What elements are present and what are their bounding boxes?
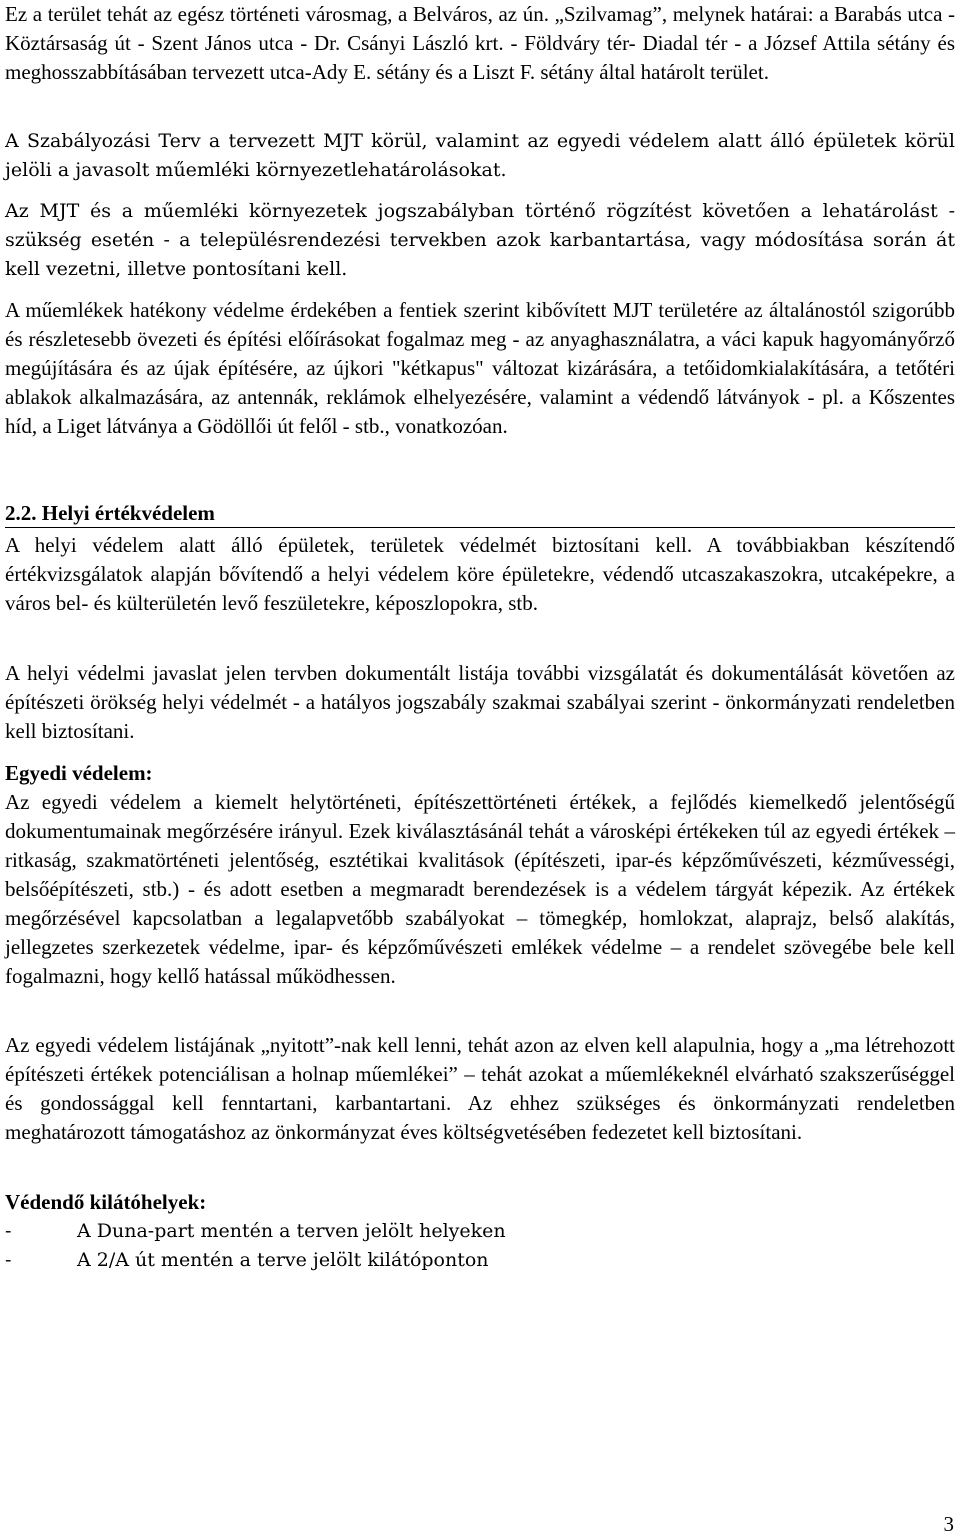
list-item-text: A 2/A út mentén a terve jelölt kilátóponton: [77, 1249, 489, 1271]
paragraph-local-protection-proposal: A helyi védelmi javaslat jelen tervben dokumentált listája további vizsgálatát és dokumentálását követően az építészeti örökség helyi védelmét - a hatályos jogszabály szakmai szabályai szerint - önkormányzati rendeletben kell biztosítani.: [5, 661, 955, 743]
section-title: Helyi értékvédelem: [41, 501, 215, 525]
paragraph-mjt-boundaries: Az MJT és a műemléki környezetek jogszabályban történő rögzítést követően a lehatárolást - szükség esetén - a településrendezési tervekben azok karbantartása, vagy módosítása során át kell vezetni, illetve pontosítani kell.: [5, 200, 955, 280]
paragraph-regulation-plan: A Szabályozási Terv a tervezett MJT körül, valamint az egyedi védelem alatt álló épületek körül jelöli a javasolt műemléki környezetlehatárolásokat.: [5, 130, 955, 181]
paragraph-monument-protection: A műemlékek hatékony védelme érdekében a fentiek szerint kibővített MJT területére az általánostól szigorúbb és részletesebb övezeti és építési előírásokat fogalmaz meg - az anyaghasználatra, a váci kapuk hagyományőrző megújítására és az újak építésére, az újkori "kétkapus" változat kizárására, a tetőidomkialakítására, a tetőtéri ablakok alkalmazására, az antennák, reklámok elhelyezésére, valamint a védendő látványok - pl. a Kőszentes híd, a Liget látványa a Gödöllői út felől - stb., vonatkozóan.: [5, 298, 955, 438]
list-dash: -: [5, 1220, 12, 1242]
section-heading: [5, 499, 955, 528]
heading-individual-protection: Egyedi védelem:: [5, 761, 153, 785]
list-item: [5, 1217, 955, 1246]
paragraph-individual-protection: Az egyedi védelem a kiemelt helytörténeti, építészettörténeti értékek, a fejlődés kiemelkedő jelentőségű dokumentumainak megőrzésére irányul. Ezek kiválasztásánál tehát a városképi értékeken túl az egyedi értékek – ritkaság, szakmatörténeti jelentőség, esztétikai kvalitások (építészeti, ipar-és képzőművészeti, kézművességi, belsőépítészeti, stb.) - és adott esetben a megmaradt berendezések is a védelem tárgyát képezik. Az értékek megőrzésével kapcsolatban a legalapvetőbb szabályokat – tömegkép, homlokzat, alaprajz, belső alakítás, jellegzetes szerkezetek védelme, ipar- és képzőművészeti emlékek védelme – a rendelet szövegébe bele kell fogalmazni, hogy kellő hatással működhessen.: [5, 790, 955, 988]
paragraph-historic-core: Ez a terület tehát az egész történeti városmag, a Belváros, az ún. „Szilvamag”, melynek határai: a Barabás utca - Köztársaság út - Szent János utca - Dr. Csányi László krt. - Földváry tér- Diadal tér - a József Attila sétány és meghosszabbításában tervezett utca-Ady E. sétány és a Liszt F. sétány által határolt terület.: [5, 2, 955, 84]
paragraph-local-protection: A helyi védelem alatt álló épületek, területek védelmét biztosítani kell. A továbbiakban készítendő értékvizsgálatok alapján bővítendő a helyi védelem köre épületekre, védendő utcaszakaszokra, utcaképekre, a város bel- és külterületén levő feszületekre, képoszlopokra, stb.: [5, 533, 955, 615]
list-item-text: A Duna-part mentén a terven jelölt helyeken: [77, 1220, 506, 1242]
section-number: 2.2.: [5, 501, 37, 525]
heading-viewpoints: Védendő kilátóhelyek:: [5, 1190, 207, 1214]
list-item: [5, 1246, 955, 1275]
list-dash: -: [5, 1249, 12, 1271]
paragraph-open-list: Az egyedi védelem listájának „nyitott”-nak kell lenni, tehát azon az elven kell alapulnia, hogy a „ma létrehozott építészeti értékek potenciálisan a holnap műemlékei” – tehát azokat a műemlékeknél elvárható szakszerűséggel és gondossággal kell fenntartani, karbantartani. Az ehhez szükséges és önkormányzati rendeletben meghatározott támogatáshoz az önkormányzat éves költségvetésében fedezetet kell biztosítani.: [5, 1033, 955, 1144]
page-number: 3: [943, 1512, 954, 1536]
